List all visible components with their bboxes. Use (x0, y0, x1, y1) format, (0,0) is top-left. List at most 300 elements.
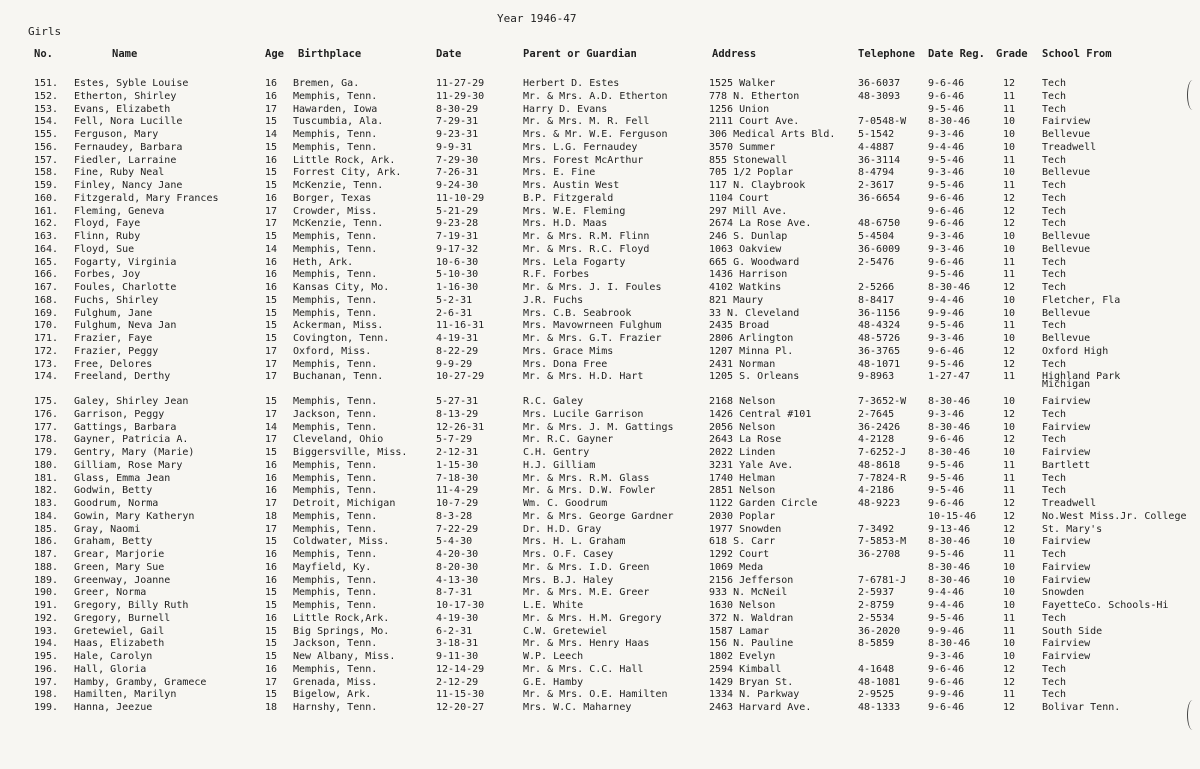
student-age: 17 (265, 358, 278, 370)
student-name: Finley, Nancy Jane (74, 180, 183, 191)
student-age: 16 (265, 574, 278, 586)
row-number: 156. (34, 141, 59, 153)
parent-guardian: Mr. & Mrs. M.E. Greer (523, 587, 650, 599)
student-age: 16 (265, 612, 278, 624)
table-row (0, 359, 1200, 372)
address: 2056 Nelson (709, 421, 776, 433)
table-row (0, 626, 1200, 639)
birth-date: 9-23-28 (436, 218, 479, 230)
date-registered: 9-4-46 (928, 600, 965, 611)
row-number: 199. (34, 702, 59, 713)
telephone: 7-6781-J (858, 574, 907, 586)
date-registered: 9-6-46 (928, 192, 965, 204)
date-registered: 8-30-46 (928, 396, 971, 407)
school-from: Tech (1042, 256, 1067, 268)
student-age: 15 (265, 587, 278, 599)
student-age: 17 (265, 371, 278, 383)
table-row (0, 91, 1200, 104)
address: 1740 Helman (709, 472, 776, 484)
grade: 10 (1003, 116, 1016, 128)
date-registered: 9-5-46 (928, 320, 965, 332)
date-registered: 1-27-47 (928, 371, 971, 383)
grade: 11 (1003, 459, 1016, 471)
date-registered: 9-6-46 (928, 676, 965, 688)
birth-date: 7-19-31 (436, 231, 479, 242)
school-from: Fairview (1042, 638, 1091, 650)
parent-guardian: Mrs. C.B. Seabrook (523, 307, 632, 319)
col-age: Age (265, 48, 284, 60)
address: 33 N. Cleveland (709, 307, 800, 319)
grade: 12 (1003, 702, 1016, 713)
grade: 11 (1003, 180, 1016, 191)
birth-date: 10-7-29 (436, 498, 479, 509)
col-school-from: School From (1042, 48, 1112, 60)
address: 306 Medical Arts Bld. (709, 129, 836, 140)
student-age: 15 (265, 600, 278, 611)
grade: 12 (1003, 78, 1016, 89)
birth-date: 1-15-30 (436, 459, 479, 471)
student-age: 16 (265, 154, 278, 166)
row-number: 170. (34, 320, 59, 332)
date-registered: 9-5-46 (928, 358, 965, 370)
table-row (0, 269, 1200, 282)
date-registered: 9-6-46 (928, 256, 965, 268)
table-row (0, 193, 1200, 206)
student-age: 17 (265, 345, 278, 357)
birth-date: 9-9-29 (436, 358, 473, 370)
address: 855 Stonewall (709, 154, 788, 166)
school-from: FayetteCo. Schools-Hi (1042, 600, 1169, 611)
parent-guardian: R.C. Galey (523, 396, 584, 407)
grade: 12 (1003, 282, 1016, 293)
table-row (0, 167, 1200, 180)
birthplace: Memphis, Tenn. (293, 421, 378, 433)
address: 705 1/2 Poplar (709, 167, 794, 179)
address: 156 N. Pauline (709, 638, 794, 650)
birth-date: 2-12-31 (436, 447, 479, 458)
birthplace: Crowder, Miss. (293, 205, 378, 217)
parent-guardian: W.P. Leech (523, 651, 584, 662)
date-registered: 8-30-46 (928, 561, 971, 573)
row-number: 177. (34, 421, 59, 433)
birth-date: 9-23-31 (436, 129, 479, 140)
birthplace: McKenzie, Tenn. (293, 180, 384, 191)
date-registered: 9-5-46 (928, 269, 965, 281)
parent-guardian: Mr. & Mrs. H.D. Hart (523, 371, 644, 383)
parent-guardian: Mrs. Mavowrneen Fulghum (523, 320, 662, 332)
parent-guardian: Mr. R.C. Gayner (523, 434, 614, 446)
row-number: 175. (34, 396, 59, 407)
birth-date: 7-29-31 (436, 116, 479, 128)
address: 1587 Lamar (709, 625, 770, 637)
row-number: 174. (34, 371, 59, 383)
student-name: Frazier, Faye (74, 333, 153, 344)
parent-guardian: Dr. H.D. Gray (523, 523, 602, 535)
student-rows (0, 78, 1200, 715)
address: 1525 Walker (709, 78, 776, 89)
birthplace: Memphis, Tenn. (293, 663, 378, 675)
student-name: Estes, Syble Louise (74, 78, 189, 89)
date-registered: 9-6-46 (928, 663, 965, 675)
telephone: 7-5853-M (858, 536, 907, 548)
table-row (0, 371, 1200, 384)
birth-date: 3-18-31 (436, 638, 479, 650)
birthplace: Buchanan, Tenn. (293, 371, 384, 383)
grade: 12 (1003, 510, 1016, 522)
row-number: 192. (34, 612, 59, 624)
student-name: Hall, Gloria (74, 663, 147, 675)
student-age: 16 (265, 192, 278, 204)
date-registered: 9-4-46 (928, 587, 965, 599)
address: 1426 Central #101 (709, 408, 812, 420)
address: 2463 Harvard Ave. (709, 702, 812, 713)
student-age: 15 (265, 396, 278, 407)
student-age: 17 (265, 408, 278, 420)
date-registered: 8-30-46 (928, 536, 971, 548)
table-row (0, 460, 1200, 473)
grade: 11 (1003, 689, 1016, 701)
grade: 10 (1003, 587, 1016, 599)
telephone: 2-3617 (858, 180, 895, 191)
row-number: 195. (34, 651, 59, 662)
row-number: 187. (34, 549, 59, 560)
table-row (0, 422, 1200, 435)
row-number: 157. (34, 154, 59, 166)
birth-date: 11-16-31 (436, 320, 485, 332)
address: 1256 Union (709, 103, 770, 115)
row-number: 169. (34, 307, 59, 319)
grade: 11 (1003, 320, 1016, 332)
grade: 12 (1003, 205, 1016, 217)
row-number: 182. (34, 485, 59, 497)
student-name: Flinn, Ruby (74, 231, 141, 242)
school-from: Tech (1042, 90, 1067, 102)
address: 821 Maury (709, 294, 764, 306)
telephone: 48-4324 (858, 320, 901, 332)
date-registered: 9-3-46 (928, 408, 965, 420)
school-from: St. Mary's (1042, 523, 1103, 535)
birth-date: 8-13-29 (436, 408, 479, 420)
telephone: 48-9223 (858, 498, 901, 509)
address: 2111 Court Ave. (709, 116, 800, 128)
address: 1429 Bryan St. (709, 676, 794, 688)
parent-guardian: Mr. & Mrs. R.M. Flinn (523, 231, 650, 242)
student-name: Gregory, Burnell (74, 612, 171, 624)
school-from: Tech (1042, 434, 1067, 446)
student-age: 15 (265, 638, 278, 650)
address: 117 N. Claybrook (709, 180, 806, 191)
parent-guardian: Mrs. Forest McArthur (523, 154, 644, 166)
student-name: Gray, Naomi (74, 523, 141, 535)
birthplace: Memphis, Tenn. (293, 459, 378, 471)
student-age: 16 (265, 90, 278, 102)
address: 2022 Linden (709, 447, 776, 458)
table-row (0, 651, 1200, 664)
date-registered: 9-6-46 (928, 218, 965, 230)
birth-date: 5-2-31 (436, 294, 473, 306)
student-name: Frazier, Peggy (74, 345, 159, 357)
birthplace: Memphis, Tenn. (293, 129, 378, 140)
date-registered: 9-3-46 (928, 231, 965, 242)
grade: 12 (1003, 358, 1016, 370)
student-age: 15 (265, 294, 278, 306)
date-registered: 9-5-46 (928, 472, 965, 484)
student-age: 14 (265, 243, 278, 255)
row-number: 180. (34, 459, 59, 471)
table-row (0, 613, 1200, 626)
table-row (0, 434, 1200, 447)
row-number: 194. (34, 638, 59, 650)
telephone: 9-8963 (858, 371, 895, 383)
row-number: 189. (34, 574, 59, 586)
table-row (0, 549, 1200, 562)
student-name: Gayner, Patricia A. (74, 434, 189, 446)
birthplace: Little Rock,Ark. (293, 612, 390, 624)
birthplace: Memphis, Tenn. (293, 600, 378, 611)
birth-date: 8-20-30 (436, 561, 479, 573)
birthplace: Detroit, Michigan (293, 498, 396, 509)
birthplace: Borger, Texas (293, 192, 372, 204)
student-age: 15 (265, 307, 278, 319)
telephone: 36-2020 (858, 625, 901, 637)
school-from: Tech (1042, 472, 1067, 484)
student-name: Hamby, Gramby, Gramece (74, 676, 207, 688)
birthplace: Bremen, Ga. (293, 78, 360, 89)
date-registered: 9-5-46 (928, 180, 965, 191)
telephone: 48-1071 (858, 358, 901, 370)
row-number: 183. (34, 498, 59, 509)
student-age: 17 (265, 103, 278, 115)
table-row (0, 295, 1200, 308)
school-from: No.West Miss.Jr. College (1042, 510, 1187, 522)
table-row (0, 664, 1200, 677)
telephone: 4-2128 (858, 434, 895, 446)
parent-guardian: Mr. & Mrs. R.C. Floyd (523, 243, 650, 255)
birthplace: Memphis, Tenn. (293, 243, 378, 255)
parent-guardian: Mrs. W.C. Maharney (523, 702, 632, 713)
birth-date: 7-29-30 (436, 154, 479, 166)
col-date: Date (436, 48, 462, 60)
date-registered: 9-6-46 (928, 78, 965, 89)
student-age: 15 (265, 141, 278, 153)
table-row (0, 244, 1200, 257)
birth-date: 11-4-29 (436, 485, 479, 497)
telephone: 5-1542 (858, 129, 895, 140)
student-age: 16 (265, 561, 278, 573)
school-from: Tech (1042, 485, 1067, 497)
row-number: 193. (34, 625, 59, 637)
student-name: Ferguson, Mary (74, 129, 159, 140)
table-row (0, 473, 1200, 486)
table-row (0, 587, 1200, 600)
parent-guardian: Mr. & Mrs. D.W. Fowler (523, 485, 656, 497)
birthplace: Jackson, Tenn. (293, 638, 378, 650)
student-name: Floyd, Faye (74, 218, 141, 230)
row-number: 197. (34, 676, 59, 688)
address: 1630 Nelson (709, 600, 776, 611)
birth-date: 9-9-31 (436, 141, 473, 153)
grade: 11 (1003, 269, 1016, 281)
parent-guardian: Mr. & Mrs. J. I. Foules (523, 282, 662, 293)
grade: 12 (1003, 408, 1016, 420)
student-age: 15 (265, 333, 278, 344)
row-number: 154. (34, 116, 59, 128)
telephone: 5-4504 (858, 231, 895, 242)
table-row (0, 116, 1200, 129)
table-row (0, 180, 1200, 193)
parent-guardian: Mrs. L.G. Fernaudey (523, 141, 638, 153)
telephone: 4-1648 (858, 663, 895, 675)
student-name: Fleming, Geneva (74, 205, 165, 217)
date-registered: 9-3-46 (928, 333, 965, 344)
table-row (0, 218, 1200, 231)
school-from: South Side (1042, 625, 1103, 637)
birth-date: 8-3-28 (436, 510, 473, 522)
grade: 12 (1003, 663, 1016, 675)
address: 1069 Meda (709, 561, 764, 573)
student-age: 17 (265, 676, 278, 688)
grade: 10 (1003, 294, 1016, 306)
address: 1436 Harrison (709, 269, 788, 281)
student-age: 15 (265, 320, 278, 332)
birth-date: 10-17-30 (436, 600, 485, 611)
school-from: Fairview (1042, 574, 1091, 586)
address: 1977 Snowden (709, 523, 782, 535)
school-from: Tech (1042, 612, 1067, 624)
address: 2435 Broad (709, 320, 770, 332)
school-from: Tech (1042, 549, 1067, 560)
student-age: 18 (265, 510, 278, 522)
row-number: 164. (34, 243, 59, 255)
address: 4102 Watkins (709, 282, 782, 293)
date-registered: 8-30-46 (928, 447, 971, 458)
telephone: 2-8759 (858, 600, 895, 611)
school-from: Oxford High (1042, 345, 1109, 357)
date-registered: 9-9-46 (928, 307, 965, 319)
student-name: Grear, Marjorie (74, 549, 165, 560)
table-row (0, 447, 1200, 460)
grade: 11 (1003, 90, 1016, 102)
birth-date: 7-22-29 (436, 523, 479, 535)
parent-guardian: Mr. & Mrs. H.M. Gregory (523, 612, 662, 624)
table-row (0, 320, 1200, 333)
address: 2156 Jefferson (709, 574, 794, 586)
birth-date: 11-27-29 (436, 78, 485, 89)
birthplace: Ackerman, Miss. (293, 320, 384, 332)
student-name: Goodrum, Norma (74, 498, 159, 509)
school-from: Tech (1042, 676, 1067, 688)
row-number: 171. (34, 333, 59, 344)
birthplace: Memphis, Tenn. (293, 574, 378, 586)
student-age: 16 (265, 78, 278, 89)
student-age: 14 (265, 129, 278, 140)
telephone: 48-6750 (858, 218, 901, 230)
school-from: Fairview (1042, 536, 1091, 548)
grade: 10 (1003, 574, 1016, 586)
table-row (0, 689, 1200, 702)
col-name: Name (112, 48, 138, 60)
row-number: 161. (34, 205, 59, 217)
student-name: Free, Delores (74, 358, 153, 370)
school-from: Tech (1042, 689, 1067, 701)
birthplace: Memphis, Tenn. (293, 141, 378, 153)
parent-guardian: Mrs. Lucile Garrison (523, 408, 644, 420)
parent-guardian: C.W. Gretewiel (523, 625, 608, 637)
birth-date: 5-10-30 (436, 269, 479, 281)
student-age: 15 (265, 536, 278, 548)
telephone: 4-4887 (858, 141, 895, 153)
row-number: 152. (34, 90, 59, 102)
student-age: 16 (265, 282, 278, 293)
birth-date: 8-22-29 (436, 345, 479, 357)
column-header-row (0, 48, 1200, 64)
address: 2851 Nelson (709, 485, 776, 497)
date-registered: 8-30-46 (928, 282, 971, 293)
date-registered: 9-6-46 (928, 205, 965, 217)
row-number: 160. (34, 192, 59, 204)
row-number: 186. (34, 536, 59, 548)
birth-date: 1-16-30 (436, 282, 479, 293)
date-registered: 9-5-46 (928, 612, 965, 624)
telephone: 36-6009 (858, 243, 901, 255)
address: 1207 Minna Pl. (709, 345, 794, 357)
birthplace: New Albany, Miss. (293, 651, 396, 662)
telephone: 36-6037 (858, 78, 901, 89)
school-from: Bellevue (1042, 129, 1091, 140)
student-age: 16 (265, 459, 278, 471)
row-number: 196. (34, 663, 59, 675)
grade: 10 (1003, 638, 1016, 650)
grade: 11 (1003, 103, 1016, 115)
row-number: 159. (34, 180, 59, 191)
birthplace: Memphis, Tenn. (293, 472, 378, 484)
address: 2806 Arlington (709, 333, 794, 344)
birth-date: 10-27-29 (436, 371, 485, 383)
parent-guardian: Mrs. W.E. Fleming (523, 205, 626, 217)
birth-date: 12-14-29 (436, 663, 485, 675)
school-from: Bellevue (1042, 231, 1091, 242)
date-registered: 9-13-46 (928, 523, 971, 535)
birth-date: 5-21-29 (436, 205, 479, 217)
telephone: 7-7824-R (858, 472, 907, 484)
col-birthplace: Birthplace (298, 48, 362, 60)
date-registered: 8-30-46 (928, 116, 971, 128)
telephone: 36-3765 (858, 345, 901, 357)
student-age: 17 (265, 205, 278, 217)
parent-guardian: Mrs. Dona Free (523, 358, 608, 370)
student-name: Gowin, Mary Katheryn (74, 510, 195, 522)
birth-date: 8-7-31 (436, 587, 473, 599)
student-name: Freeland, Derthy (74, 371, 171, 383)
school-from: Fairview (1042, 116, 1091, 128)
address: 1334 N. Parkway (709, 689, 800, 701)
telephone: 8-5859 (858, 638, 895, 650)
row-number: 184. (34, 510, 59, 522)
student-age: 16 (265, 549, 278, 560)
birth-date: 7-18-30 (436, 472, 479, 484)
student-age: 15 (265, 167, 278, 179)
row-number: 191. (34, 600, 59, 611)
row-number: 166. (34, 269, 59, 281)
birthplace: Heth, Ark. (293, 256, 354, 268)
col-grade: Grade (996, 48, 1028, 60)
parent-guardian: C.H. Gentry (523, 447, 590, 458)
parent-guardian: Herbert D. Estes (523, 78, 620, 89)
table-row (0, 536, 1200, 549)
col-parent: Parent or Guardian (523, 48, 637, 60)
grade: 10 (1003, 600, 1016, 611)
student-age: 17 (265, 498, 278, 509)
